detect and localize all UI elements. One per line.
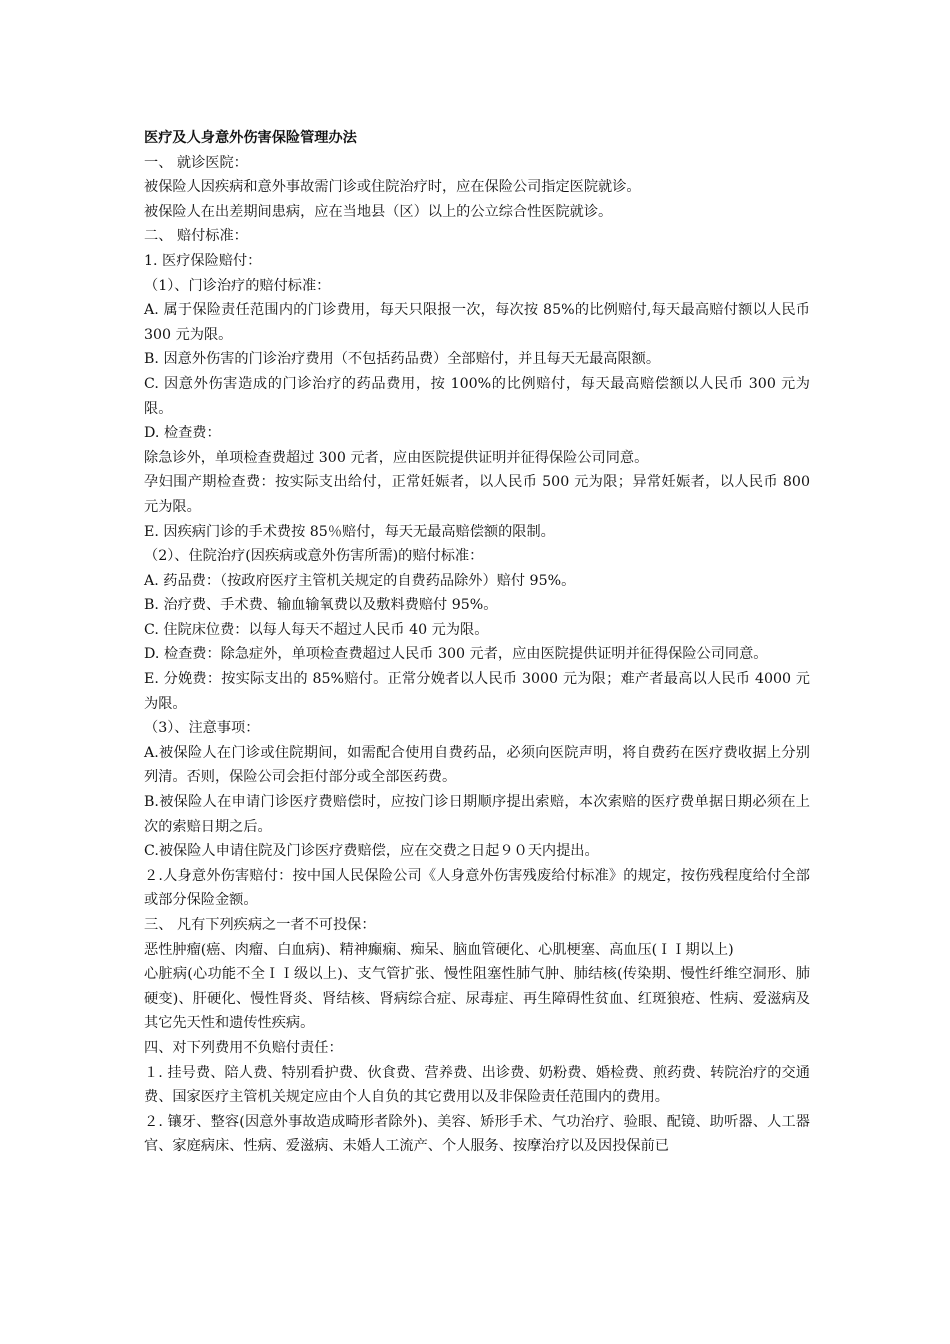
paragraph: 心脏病(心功能不全ＩＩ级以上)、支气管扩张、慢性阻塞性肺气肿、肺结核(传染期、慢性纤维空洞形、肺硬变)、肝硬化、慢性肾炎、肾结核、肾病综合症、尿毒症、再生障碍性贫血、红斑狼疮、性病、爱滋病及其它先天性和遗传性疾病。	[144, 966, 810, 1032]
subsection-heading: （3）、注意事项：	[144, 720, 260, 737]
list-item: E. 因疾病门诊的手术费按 85％赔付，每天无最高赔偿额的限制。	[144, 523, 555, 540]
subsection-heading: 1. 医疗保险赔付：	[144, 252, 262, 269]
list-item: B.被保险人在申请门诊医疗费赔偿时，应按门诊日期顺序提出索赔，本次索赔的医疗费单据日期必须在上次的索赔日期之后。	[144, 794, 810, 835]
paragraph: 被保险人在出差期间患病，应在当地县（区）以上的公立综合性医院就诊。	[144, 203, 613, 220]
section-heading-4: 四、对下列费用不负赔付责任：	[144, 1039, 343, 1056]
paragraph: 被保险人因疾病和意外事故需门诊或住院治疗时，应在保险公司指定医院就诊。	[144, 179, 641, 196]
list-item: D. 检查费：除急症外，单项检查费超过人民币 300 元者，应由医院提供证明并征得保险公司同意。	[144, 646, 768, 663]
subsection-heading: ２.人身意外伤害赔付：按中国人民保险公司《人身意外伤害残废给付标准》的规定，按伤残程度给付全部或部分保险金额。	[144, 867, 810, 909]
subsection-heading: （1）、门诊治疗的赔付标准：	[144, 277, 331, 294]
subsection-heading: （2）、住院治疗(因疾病或意外伤害所需)的赔付标准：	[144, 548, 484, 565]
list-item: A.被保险人在门诊或住院期间，如需配合使用自费药品，必须向医院声明，将自费药在医疗费收据上分别列清。否则，保险公司会拒付部分或全部医药费。	[144, 744, 810, 786]
paragraph: 除急诊外，单项检查费超过 300 元者，应由医院提供证明并征得保险公司同意。	[144, 449, 649, 466]
document-title: 医疗及人身意外伤害保险管理办法	[144, 130, 357, 146]
list-item: C.被保险人申请住院及门诊医疗费赔偿，应在交费之日起９０天内提出。	[144, 843, 599, 860]
list-item: D. 检查费：	[144, 425, 221, 442]
list-item: E. 分娩费：按实际支出的 85%赔付。正常分娩者以人民币 3000 元为限；难产者最高以人民币 4000 元为限。	[144, 671, 810, 712]
list-item: C. 因意外伤害造成的门诊治疗的药品费用，按 100%的比例赔付，每天最高赔偿额以人民币 300 元为限。	[144, 375, 810, 417]
section-heading-1: 一、 就诊医院：	[144, 154, 248, 171]
list-item: ２. 镶牙、整容(因意外事故造成畸形者除外)、美容、矫形手术、气功治疗、验眼、配镜、助听器、人工器官、家庭病床、性病、爱滋病、未婚人工流产、个人服务、按摩治疗以及因投保前已	[144, 1113, 810, 1155]
list-item: １. 挂号费、陪人费、特别看护费、伙食费、营养费、出诊费、奶粉费、婚检费、煎药费、转院治疗的交通费、国家医疗主管机关规定应由个人自负的其它费用以及非保险责任范围内的费用。	[144, 1064, 810, 1106]
paragraph: 孕妇围产期检查费：按实际支出给付，正常妊娠者，以人民币 500 元为限；异常妊娠者，以人民币 800 元为限。	[144, 474, 810, 515]
paragraph: 恶性肿瘤(癌、肉瘤、白血病)、精神癫痫、痴呆、脑血管硬化、心肌梗塞、高血压(ＩＩ期以上)	[144, 941, 734, 958]
list-item: B. 治疗费、手术费、输血输氧费以及敷料费赔付 95%。	[144, 597, 498, 614]
list-item: A. 药品费：（按政府医疗主管机关规定的自费药品除外）赔付 95%。	[144, 572, 576, 589]
list-item: B. 因意外伤害的门诊治疗费用（不包括药品费）全部赔付，并且每天无最高限额。	[144, 351, 661, 368]
section-heading-3: 三、 凡有下列疾病之一者不可投保：	[144, 917, 376, 933]
list-item: C. 住院床位费：以每人每天不超过人民币 40 元为限。	[144, 621, 489, 638]
list-item: A. 属于保险责任范围内的门诊费用，每天只限报一次，每次按 85%的比例赔付,每天最高赔付额以人民币 300 元为限。	[144, 302, 810, 343]
section-heading-2: 二、 赔付标准：	[144, 228, 248, 245]
document-page	[144, 126, 810, 1159]
